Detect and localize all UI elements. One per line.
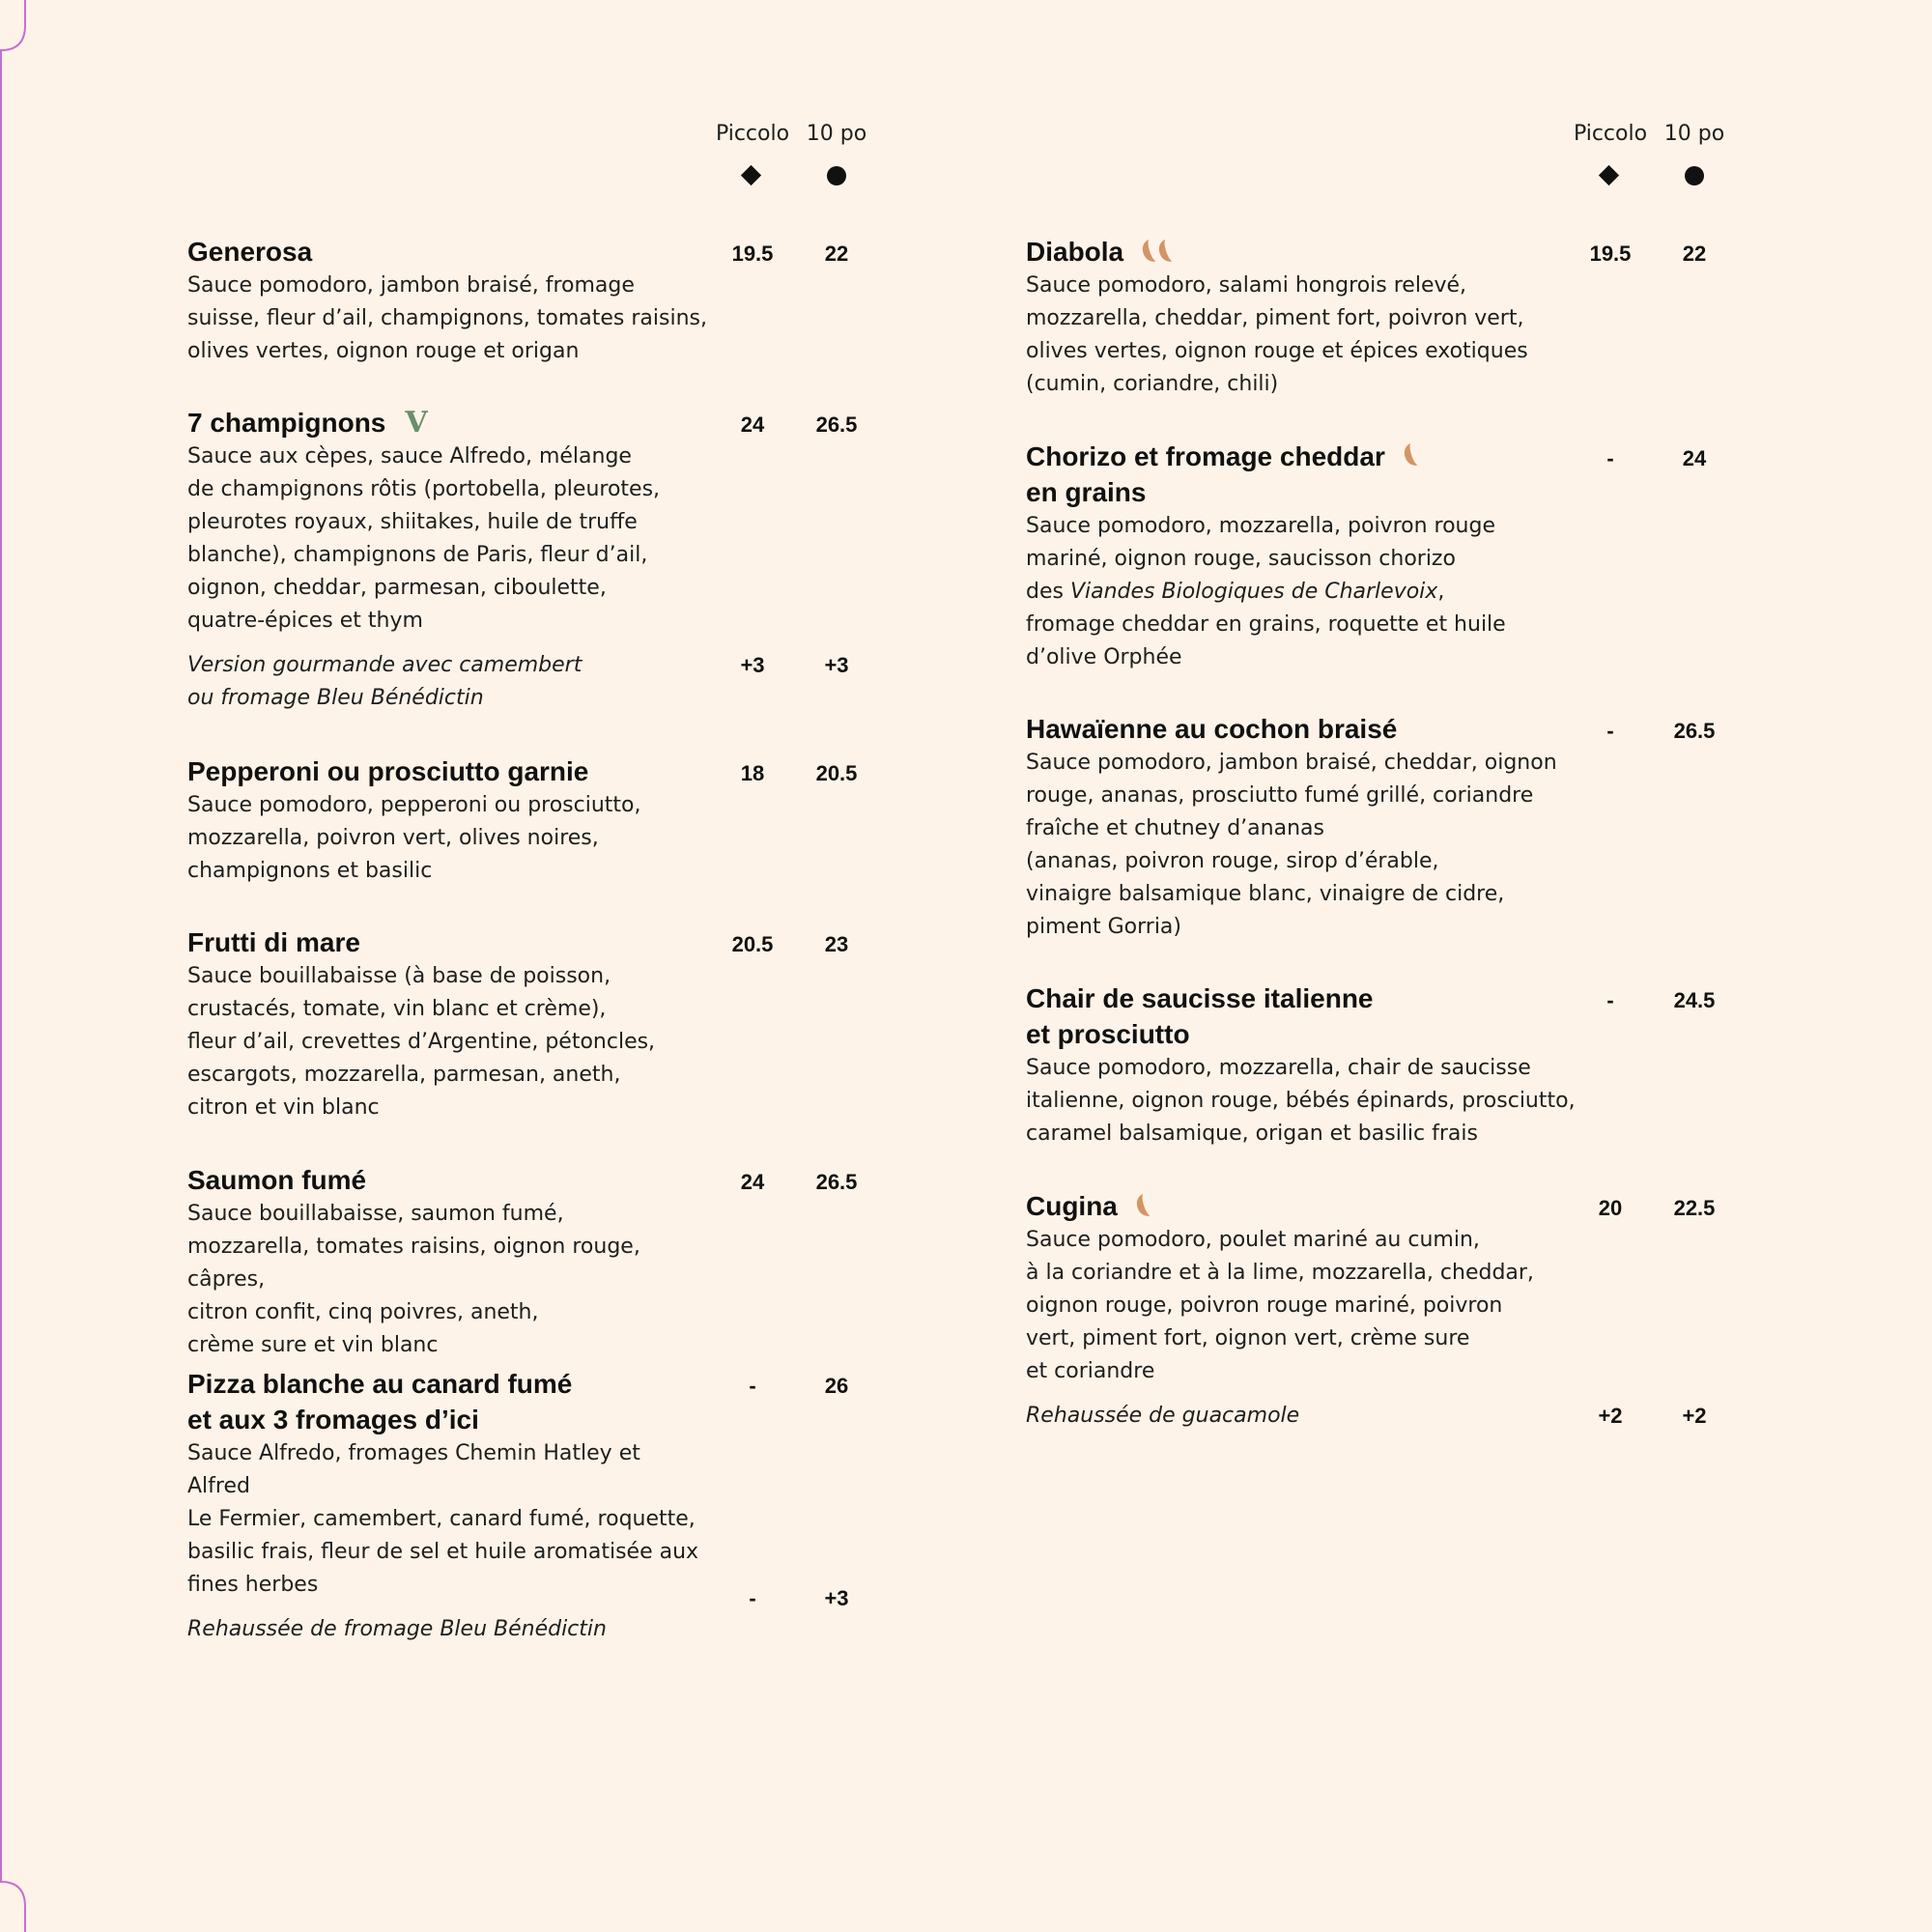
option-price-small: - xyxy=(749,1586,756,1610)
price-large: 26.5 xyxy=(1673,719,1716,743)
page-edge-line xyxy=(0,54,2,1878)
pepper-icon xyxy=(1137,1193,1157,1220)
diamond-icon xyxy=(1567,164,1654,191)
item-description: Sauce pomodoro, salami hongrois relevé, mozzarella, cheddar, piment fort, poivron vert, olives vertes, oignon rouge et épices exotiques (cumin, coriandre, chili) xyxy=(1026,273,1528,396)
menu-item-pepperoni xyxy=(187,753,883,888)
option-price-small: +2 xyxy=(1598,1404,1623,1428)
pepper-icon xyxy=(1405,439,1425,474)
price-small: 18 xyxy=(740,761,765,785)
item-description: Sauce pomodoro, jambon braisé, cheddar, oignon rouge, ananas, prosciutto fumé grillé, coriandre fraîche et chutney d’ananas (ananas, poivron rouge, sirop d’érable, vinaigre balsamique blanc, vinaigre de cidre, piment Gorria) xyxy=(1026,751,1557,939)
vegetarian-icon: V xyxy=(405,405,428,440)
item-option-note: Rehaussée de guacamole xyxy=(1026,1404,1300,1428)
price-large: 24.5 xyxy=(1673,988,1716,1012)
menu-item-pizza-blanche xyxy=(187,1366,883,1646)
price-large: 20.5 xyxy=(815,761,858,785)
item-title: Saumon fumé xyxy=(187,1165,367,1195)
item-description: Sauce bouillabaisse, saumon fumé, mozzarella, tomates raisins, oignon rouge, câpres, citron confit, cinq poivres, aneth, crème sure et vin blanc xyxy=(187,1202,640,1357)
price-small: 19.5 xyxy=(731,242,774,266)
menu-item-generosa xyxy=(187,234,883,368)
size-header-large: 10 po xyxy=(1663,122,1725,146)
price-large: 26 xyxy=(824,1374,849,1398)
circle-icon xyxy=(793,164,880,191)
price-large: 26.5 xyxy=(815,412,858,437)
item-option-note: Version gourmande avec camembert ou fromage Bleu Bénédictin xyxy=(187,653,582,710)
price-large: 23 xyxy=(824,932,849,956)
menu-item-frutti-di-mare xyxy=(187,924,883,1124)
diamond-icon xyxy=(709,164,796,191)
size-header-small: Piccolo xyxy=(715,122,790,146)
page-corner-bottom xyxy=(0,1874,27,1932)
menu-item-saucisse-italienne xyxy=(1026,980,1721,1151)
price-small: 24 xyxy=(740,412,765,437)
circle-icon xyxy=(1651,164,1738,191)
size-header-large: 10 po xyxy=(806,122,867,146)
item-title: Cugina xyxy=(1026,1191,1118,1221)
item-description: Sauce bouillabaisse (à base de poisson, crustacés, tomate, vin blanc et crème), fleur d’ail, crevettes d’Argentine, pétoncles, escargots, mozzarella, parmesan, aneth, citron et vin blanc xyxy=(187,964,656,1120)
menu-item-chorizo xyxy=(1026,439,1721,674)
item-title: 7 champignons xyxy=(187,408,386,438)
item-title: Chorizo et fromage cheddar en grains xyxy=(1026,439,1425,510)
price-small: - xyxy=(1606,988,1614,1012)
item-description: Sauce pomodoro, mozzarella, poivron rouge mariné, oignon rouge, saucisson chorizo des Viandes Biologiques de Charlevoix, fromage cheddar en grains, roquette et huile d’olive Orphée xyxy=(1026,514,1506,669)
menu-item-hawaienne xyxy=(1026,711,1721,944)
item-title: Generosa xyxy=(187,237,313,267)
price-small: 19.5 xyxy=(1589,242,1632,266)
item-title: Hawaïenne au cochon braisé xyxy=(1026,714,1398,744)
option-price-large: +2 xyxy=(1682,1404,1707,1428)
item-description: Sauce pomodoro, mozzarella, chair de saucisse italienne, oignon rouge, bébés épinards, prosciutto, caramel balsamique, origan et basilic frais xyxy=(1026,1056,1576,1146)
item-title: Pepperoni ou prosciutto garnie xyxy=(187,756,589,786)
item-description: Sauce pomodoro, pepperoni ou prosciutto, mozzarella, poivron vert, olives noires, champignons et basilic xyxy=(187,793,641,883)
price-large: 22 xyxy=(824,242,849,266)
menu-item-diabola xyxy=(1026,234,1721,401)
item-option-note: Rehaussée de fromage Bleu Bénédictin xyxy=(187,1617,607,1641)
price-small: - xyxy=(1606,719,1614,743)
page-corner-top xyxy=(0,0,27,58)
price-small: 20.5 xyxy=(731,932,774,956)
hot-pepper-icon xyxy=(1143,239,1179,266)
item-title: Frutti di mare xyxy=(187,927,360,957)
item-title: Chair de saucisse italienne et prosciutto xyxy=(1026,983,1374,1049)
price-small: - xyxy=(1606,446,1614,470)
menu-item-7-champignons xyxy=(187,405,883,715)
price-small: 24 xyxy=(740,1170,765,1194)
item-description: Sauce Alfredo, fromages Chemin Hatley et Alfred Le Fermier, camembert, canard fumé, roquette, basilic frais, fleur de sel et huile aromatisée aux fines herbes xyxy=(187,1441,699,1597)
item-description: Sauce pomodoro, jambon braisé, fromage suisse, fleur d’ail, champignons, tomates raisins, olives vertes, oignon rouge et origan xyxy=(187,273,708,363)
price-large: 26.5 xyxy=(815,1170,858,1194)
price-large: 24 xyxy=(1682,446,1707,470)
option-price-large: +3 xyxy=(824,653,849,677)
item-title: Diabola xyxy=(1026,237,1124,267)
item-description: Sauce aux cèpes, sauce Alfredo, mélange de champignons rôtis (portobella, pleurotes, pleurotes royaux, shiitakes, huile de truffe blanche), champignons de Paris, fleur d’ail, oignon, cheddar, parmesan, ciboulette, quatre-épices et thym xyxy=(187,444,661,633)
menu-item-cugina xyxy=(1026,1188,1721,1433)
size-header-small: Piccolo xyxy=(1573,122,1648,146)
menu-item-saumon-fume xyxy=(187,1162,883,1362)
price-small: - xyxy=(749,1374,756,1398)
price-large: 22 xyxy=(1682,242,1707,266)
option-price-small: +3 xyxy=(740,653,765,677)
item-title: Pizza blanche au canard fumé et aux 3 fromages d’ici xyxy=(187,1369,573,1435)
item-description: Sauce pomodoro, poulet mariné au cumin, à la coriandre et à la lime, mozzarella, cheddar, oignon rouge, poivron rouge mariné, poivron vert, piment fort, oignon vert, crème sure et coriandre xyxy=(1026,1228,1534,1383)
price-small: 20 xyxy=(1598,1196,1623,1220)
price-large: 22.5 xyxy=(1673,1196,1716,1220)
option-price-large: +3 xyxy=(824,1586,849,1610)
